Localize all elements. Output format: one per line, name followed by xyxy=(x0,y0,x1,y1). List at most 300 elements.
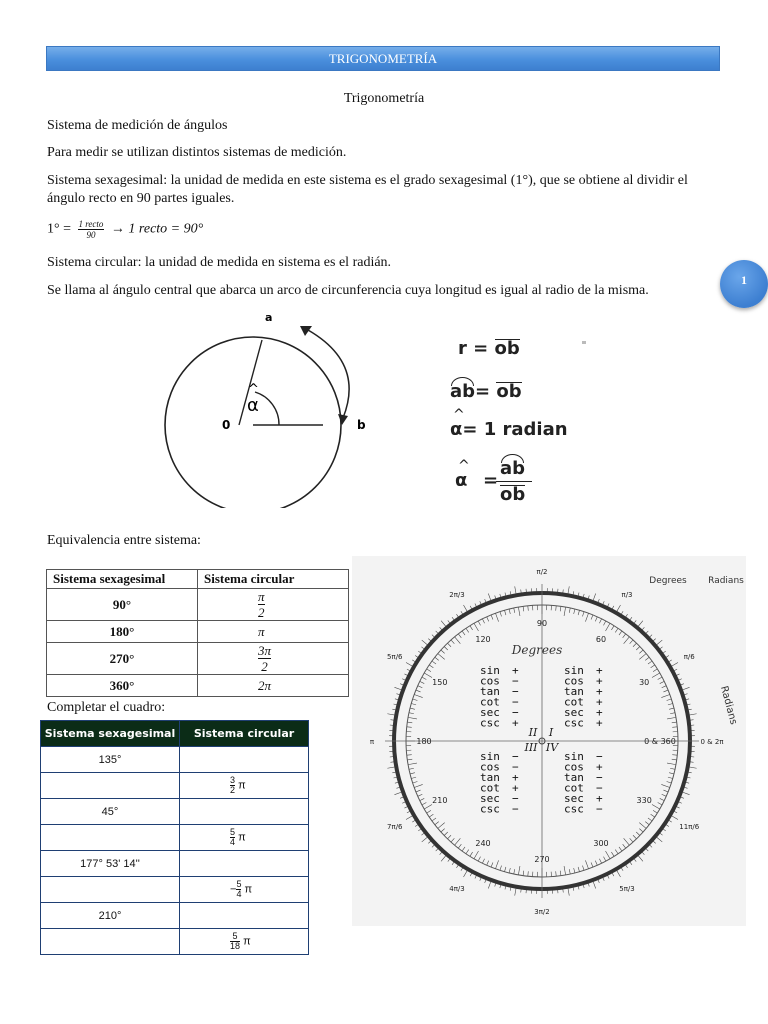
alpha-hat: ^ xyxy=(248,382,259,397)
tick-mark xyxy=(416,690,421,692)
tick-mark xyxy=(407,722,412,723)
trig-function-name: sin xyxy=(564,750,584,763)
trig-function-name: cot xyxy=(564,781,584,795)
tick-mark xyxy=(660,681,664,683)
tick-mark xyxy=(630,640,633,644)
tick-mark xyxy=(458,634,461,638)
page-number-badge: 1 xyxy=(720,260,768,308)
fill-rad-cell xyxy=(180,747,309,773)
tick-mark xyxy=(528,606,529,611)
tick-mark xyxy=(667,781,672,783)
label-alpha: α xyxy=(247,395,259,416)
tick-mark xyxy=(424,805,432,810)
tick-mark xyxy=(495,613,498,621)
tick-mark xyxy=(451,640,454,644)
tick-mark xyxy=(670,768,675,769)
fill-rad-cell xyxy=(180,851,309,877)
fill-rad-cell xyxy=(180,903,309,929)
tick-mark xyxy=(639,650,643,653)
eq-ab-ob: ab= ob xyxy=(450,381,522,402)
tick-mark xyxy=(505,610,506,615)
tick-mark xyxy=(669,708,674,709)
tick-mark xyxy=(432,661,436,664)
tick-mark xyxy=(624,637,630,644)
degree-label: 240 xyxy=(475,839,491,849)
trig-sign: − xyxy=(512,674,519,688)
fill-col-sexagesimal: Sistema sexagesimal xyxy=(41,721,180,747)
radian-label: π/6 xyxy=(683,653,695,661)
tick-mark xyxy=(462,631,465,635)
tick-mark xyxy=(514,608,515,613)
tick-mark xyxy=(491,862,493,867)
tick-mark xyxy=(435,822,439,825)
tick-mark xyxy=(658,677,662,679)
trig-sign: − xyxy=(596,771,603,784)
trig-sign: − xyxy=(512,706,519,719)
tick-mark xyxy=(444,832,448,835)
trig-function-name: sin xyxy=(480,664,500,677)
paragraph-1: Sistema de medición de ángulos xyxy=(47,118,228,133)
tick-mark xyxy=(639,829,643,832)
tick-mark xyxy=(455,838,461,845)
radian-label: π/3 xyxy=(621,590,633,599)
tick-mark xyxy=(585,860,588,868)
tick-mark xyxy=(670,713,675,714)
tick-mark xyxy=(427,810,431,813)
tick-mark xyxy=(438,823,445,829)
fill-col-circular: Sistema circular xyxy=(180,721,309,747)
tick-mark xyxy=(408,717,417,719)
tick-mark xyxy=(409,768,414,769)
tick-mark xyxy=(429,665,433,668)
trig-function-name: csc xyxy=(480,802,500,816)
tick-mark xyxy=(574,868,575,873)
trig-sign: − xyxy=(512,685,519,698)
quadrant-label: II xyxy=(528,726,538,739)
tick-mark xyxy=(569,608,570,613)
trig-function-name: sec xyxy=(564,792,584,805)
tick-mark xyxy=(619,847,622,851)
paragraph-2: Para medir se utilizan distintos sistemas de medición. xyxy=(47,145,347,160)
tick-mark xyxy=(487,861,489,866)
tick-mark xyxy=(564,607,566,616)
complete-table xyxy=(40,720,309,955)
trig-sign: + xyxy=(596,695,603,709)
trig-function-name: sec xyxy=(480,792,500,805)
degree-formula xyxy=(47,219,203,245)
tick-mark xyxy=(619,631,622,635)
tick-mark xyxy=(407,759,412,760)
tick-mark xyxy=(615,628,618,632)
trig-function-name: sin xyxy=(564,664,584,677)
tick-mark xyxy=(564,866,566,875)
trig-sign: − xyxy=(512,792,519,805)
tick-mark xyxy=(633,835,636,839)
trig-function-name: tan xyxy=(564,771,584,784)
trig-function-name: cot xyxy=(564,695,584,709)
eq-col-circular: Sistema circular xyxy=(198,570,349,589)
radian-label: 7π/6 xyxy=(387,823,403,831)
tick-mark xyxy=(633,643,636,647)
tick-mark xyxy=(604,621,606,625)
label-b: b xyxy=(357,418,366,432)
trig-sign: + xyxy=(596,674,603,688)
tick-mark xyxy=(648,818,652,821)
trig-sign: + xyxy=(596,716,603,730)
tick-mark xyxy=(418,794,423,796)
tick-mark xyxy=(672,722,677,723)
trig-sign: − xyxy=(512,760,519,774)
fill-deg-cell: 135° xyxy=(41,747,180,773)
tick-mark xyxy=(582,866,584,871)
tick-mark xyxy=(639,654,646,660)
degree-label: 30 xyxy=(639,678,650,687)
tick-mark xyxy=(574,609,575,614)
degree-label: 180 xyxy=(416,737,432,746)
tick-mark xyxy=(599,859,601,863)
tick-mark xyxy=(591,862,593,867)
tick-mark xyxy=(595,861,597,866)
trig-sign: − xyxy=(596,750,603,763)
tick-mark xyxy=(474,851,479,859)
tick-mark xyxy=(606,851,611,859)
quadrant-label: IV xyxy=(545,741,559,754)
degree-label: 270 xyxy=(534,855,550,864)
tick-mark xyxy=(599,619,601,623)
tick-mark xyxy=(595,617,597,622)
fill-rad-cell: − $\frac{5}{4}$ π xyxy=(180,877,309,903)
tick-mark xyxy=(474,623,479,631)
tick-mark xyxy=(429,814,433,817)
trig-function-name: csc xyxy=(564,802,584,816)
tick-mark xyxy=(435,657,439,660)
tick-mark xyxy=(470,626,473,630)
radian-label: 0 & 2π xyxy=(700,738,724,746)
formula-frac-num: 1 recto xyxy=(78,219,104,229)
fill-deg-cell: 45° xyxy=(41,799,180,825)
tick-mark xyxy=(560,871,561,876)
tick-mark xyxy=(653,669,657,672)
tick-mark xyxy=(420,681,424,683)
tick-mark xyxy=(662,794,667,796)
tick-mark xyxy=(651,814,655,817)
trig-function-name: cot xyxy=(480,695,500,709)
tick-mark xyxy=(645,657,649,660)
tick-mark xyxy=(505,867,506,872)
tick-mark xyxy=(652,673,660,678)
arrow-head-b xyxy=(338,414,348,425)
document-title: Trigonometría xyxy=(343,91,425,106)
tick-mark xyxy=(668,777,673,778)
radian-label: π xyxy=(369,738,375,746)
eq-row-rad: π xyxy=(198,621,349,643)
eq-col-sexagesimal: Sistema sexagesimal xyxy=(47,570,198,589)
tick-mark xyxy=(611,852,614,856)
tick-mark xyxy=(482,859,484,863)
equivalence-heading: Equivalencia entre sistema: xyxy=(47,533,201,548)
radian-label: 4π/3 xyxy=(449,885,465,894)
formula-lhs: 1° = xyxy=(47,221,71,237)
fill-rad-cell: $\frac{5}{18}$ π xyxy=(180,929,309,955)
tick-mark xyxy=(672,759,677,760)
fraction-line xyxy=(496,481,532,482)
tick-mark xyxy=(478,621,480,625)
fill-deg-cell xyxy=(41,877,180,903)
complete-heading: Completar el cuadro: xyxy=(47,700,166,715)
trig-function-name: sin xyxy=(480,750,500,763)
trig-sign: + xyxy=(596,760,603,774)
paragraph-4: Sistema circular: la unidad de medida en sistema es el radián. xyxy=(47,255,392,270)
degree-label: 210 xyxy=(432,796,448,805)
tick-mark xyxy=(667,717,676,719)
trig-sign: − xyxy=(512,802,519,816)
eq-row-deg: 360° xyxy=(47,675,198,697)
fill-deg-cell: 177° 53' 14'' xyxy=(41,851,180,877)
quadrant-labels xyxy=(523,726,559,754)
trig-sign: + xyxy=(512,716,519,730)
tick-mark xyxy=(651,665,655,668)
tick-mark xyxy=(413,699,418,701)
tick-mark xyxy=(444,647,448,650)
tick-mark xyxy=(448,835,451,839)
tick-mark xyxy=(500,866,502,871)
radian-diagram xyxy=(140,308,390,508)
tick-mark xyxy=(523,606,524,611)
tick-mark xyxy=(556,871,557,876)
tick-mark xyxy=(669,773,674,774)
tick-mark xyxy=(582,612,584,617)
unit-circle-protractor xyxy=(352,556,746,926)
tick-mark xyxy=(630,838,633,842)
trig-sign: − xyxy=(596,802,603,816)
tick-mark xyxy=(411,777,416,778)
trig-function-name: csc xyxy=(480,716,500,730)
tick-mark xyxy=(668,704,673,705)
fill-rad-cell: $\frac{5}{4}$ π xyxy=(180,825,309,851)
tick-mark xyxy=(495,860,498,868)
tick-mark xyxy=(448,643,451,647)
degree-label: 90 xyxy=(536,619,548,628)
quadrant-signs xyxy=(480,664,603,816)
eq-row-deg: 180° xyxy=(47,621,198,643)
tick-mark xyxy=(661,784,669,787)
fill-deg-cell: 210° xyxy=(41,903,180,929)
tick-mark xyxy=(509,868,510,873)
radian-label: 11π/6 xyxy=(679,823,700,831)
eq-row-deg: 270° xyxy=(47,643,198,675)
tick-mark xyxy=(672,727,677,728)
legend-degrees: Degrees xyxy=(649,576,687,586)
trig-sign: + xyxy=(596,685,603,698)
quadrant-label: I xyxy=(548,726,554,739)
formula-rhs: 1 recto = 90° xyxy=(128,221,204,237)
tick-mark xyxy=(411,704,416,705)
tick-mark xyxy=(466,628,469,632)
tick-mark xyxy=(420,798,424,800)
trig-sign: + xyxy=(596,664,603,677)
tick-mark xyxy=(470,852,473,856)
radian-label: 5π/6 xyxy=(387,653,403,661)
tick-mark xyxy=(414,784,422,787)
trig-function-name: cot xyxy=(480,781,500,795)
radian-label: 5π/3 xyxy=(619,885,635,894)
fill-rad-cell: $\frac{3}{2}$ π xyxy=(180,773,309,799)
tick-mark xyxy=(569,869,570,874)
side-radians-label: Radians xyxy=(717,684,739,726)
tick-mark xyxy=(518,607,520,616)
tick-mark xyxy=(623,844,626,848)
tick-mark xyxy=(652,805,660,810)
trig-function-name: tan xyxy=(564,685,584,698)
tick-mark xyxy=(645,822,649,825)
tick-mark xyxy=(458,844,461,848)
tick-mark xyxy=(451,838,454,842)
tick-mark xyxy=(407,755,412,756)
tick-mark xyxy=(438,654,445,660)
tick-mark xyxy=(661,694,669,697)
tick-mark xyxy=(414,694,422,697)
trig-function-name: cos xyxy=(564,760,584,774)
tick-mark xyxy=(416,790,421,792)
fill-deg-cell xyxy=(41,825,180,851)
radian-label: π/2 xyxy=(536,568,548,576)
tick-mark xyxy=(636,647,640,650)
formula-frac-den: 90 xyxy=(86,230,96,240)
tick-mark xyxy=(410,773,415,774)
label-a: a xyxy=(265,311,273,324)
tick-mark xyxy=(487,617,489,622)
quadrant-label: III xyxy=(524,741,538,754)
tick-mark xyxy=(663,790,668,792)
tick-mark xyxy=(611,626,614,630)
tick-mark xyxy=(667,699,672,701)
center-degrees-label: Degrees xyxy=(511,643,563,657)
trig-function-name: cos xyxy=(564,674,584,688)
tick-mark xyxy=(648,661,652,664)
formula-fraction xyxy=(78,219,105,240)
tick-mark xyxy=(528,871,529,876)
tick-mark xyxy=(604,857,606,861)
tick-mark xyxy=(639,823,646,829)
tick-mark xyxy=(478,857,480,861)
trig-function-name: cos xyxy=(480,760,500,774)
tick-mark xyxy=(615,850,618,854)
tick-mark xyxy=(441,650,445,653)
tick-mark xyxy=(413,781,418,783)
tick-mark xyxy=(408,763,417,765)
eq-row-rad: $\frac{3\pi}{2}$ xyxy=(198,643,349,675)
tick-mark xyxy=(636,832,640,835)
trig-sign: + xyxy=(512,664,519,677)
tick-mark xyxy=(422,803,426,805)
degree-label: 120 xyxy=(475,634,491,644)
tick-mark xyxy=(556,606,557,611)
formula-arrow: → xyxy=(110,221,125,237)
tick-mark xyxy=(432,818,436,821)
legend-radians: Radians xyxy=(708,576,744,586)
diagram-circle xyxy=(165,337,341,508)
trig-sign: + xyxy=(512,781,519,795)
tick-mark xyxy=(491,615,493,620)
trig-sign: + xyxy=(596,706,603,719)
fill-deg-cell xyxy=(41,773,180,799)
header-bar: TRIGONOMETRÍA xyxy=(46,46,720,71)
tick-mark xyxy=(624,838,630,845)
tick-mark xyxy=(653,810,657,813)
tick-mark xyxy=(660,798,664,800)
tick-mark xyxy=(441,829,445,832)
trig-function-name: tan xyxy=(480,771,500,784)
tick-mark xyxy=(455,637,461,644)
degree-label: 0 & 360 xyxy=(644,737,676,746)
tick-mark xyxy=(407,727,412,728)
tick-mark xyxy=(560,606,561,611)
tick-mark xyxy=(418,686,423,688)
arc-arrow xyxy=(308,330,349,418)
tick-mark xyxy=(606,623,611,631)
tick-mark xyxy=(409,713,414,714)
eq-row-rad: 2π xyxy=(198,675,349,697)
degree-label: 300 xyxy=(593,839,609,849)
trig-sign: − xyxy=(512,750,519,763)
fill-rad-cell xyxy=(180,799,309,825)
degree-label: 330 xyxy=(636,796,652,805)
tick-mark xyxy=(667,763,676,765)
trig-function-name: sec xyxy=(564,706,584,719)
tick-mark xyxy=(578,610,579,615)
eq-alpha-radian: ^ α= 1 radian xyxy=(450,419,568,440)
trig-sign: − xyxy=(596,781,603,795)
paragraph-5: Se llama al ángulo central que abarca un arco de circunferencia cuya longitud es igual al radio de la misma. xyxy=(47,283,649,298)
paragraph-3: Sistema sexagesimal: la unidad de medida en este sistema es el grado sexagesimal (1°), que se obtiene al dividir el ángulo recto en 90 partes iguales. xyxy=(47,173,688,206)
label-o: 0 xyxy=(222,418,231,432)
equivalence-table xyxy=(46,569,349,697)
tick-mark xyxy=(585,613,588,621)
eq-row-deg: 90° xyxy=(47,589,198,621)
eq-row-rad: $\frac{\pi}{2}$ xyxy=(198,589,349,621)
trig-sign: − xyxy=(512,695,519,709)
fill-deg-cell xyxy=(41,929,180,955)
tick-mark xyxy=(482,619,484,623)
trig-sign: + xyxy=(512,771,519,784)
tick-mark xyxy=(424,673,432,678)
speck xyxy=(582,341,586,344)
tick-mark xyxy=(663,690,668,692)
trig-function-name: tan xyxy=(480,685,500,698)
trig-function-name: csc xyxy=(564,716,584,730)
tick-mark xyxy=(591,615,593,620)
degree-label: 60 xyxy=(595,634,607,644)
tick-mark xyxy=(410,708,415,709)
tick-mark xyxy=(500,612,502,617)
trig-sign: + xyxy=(596,792,603,805)
degree-label: 150 xyxy=(432,678,448,687)
tick-mark xyxy=(672,755,677,756)
tick-mark xyxy=(514,869,515,874)
tick-mark xyxy=(509,609,510,614)
tick-mark xyxy=(466,850,469,854)
tick-mark xyxy=(623,634,626,638)
tick-mark xyxy=(662,686,667,688)
trig-function-name: cos xyxy=(480,674,500,688)
radian-label: 3π/2 xyxy=(534,908,550,916)
tick-mark xyxy=(523,871,524,876)
tick-mark xyxy=(427,669,431,672)
tick-mark xyxy=(658,803,662,805)
trig-function-name: sec xyxy=(480,706,500,719)
tick-mark xyxy=(422,677,426,679)
tick-mark xyxy=(518,866,520,875)
